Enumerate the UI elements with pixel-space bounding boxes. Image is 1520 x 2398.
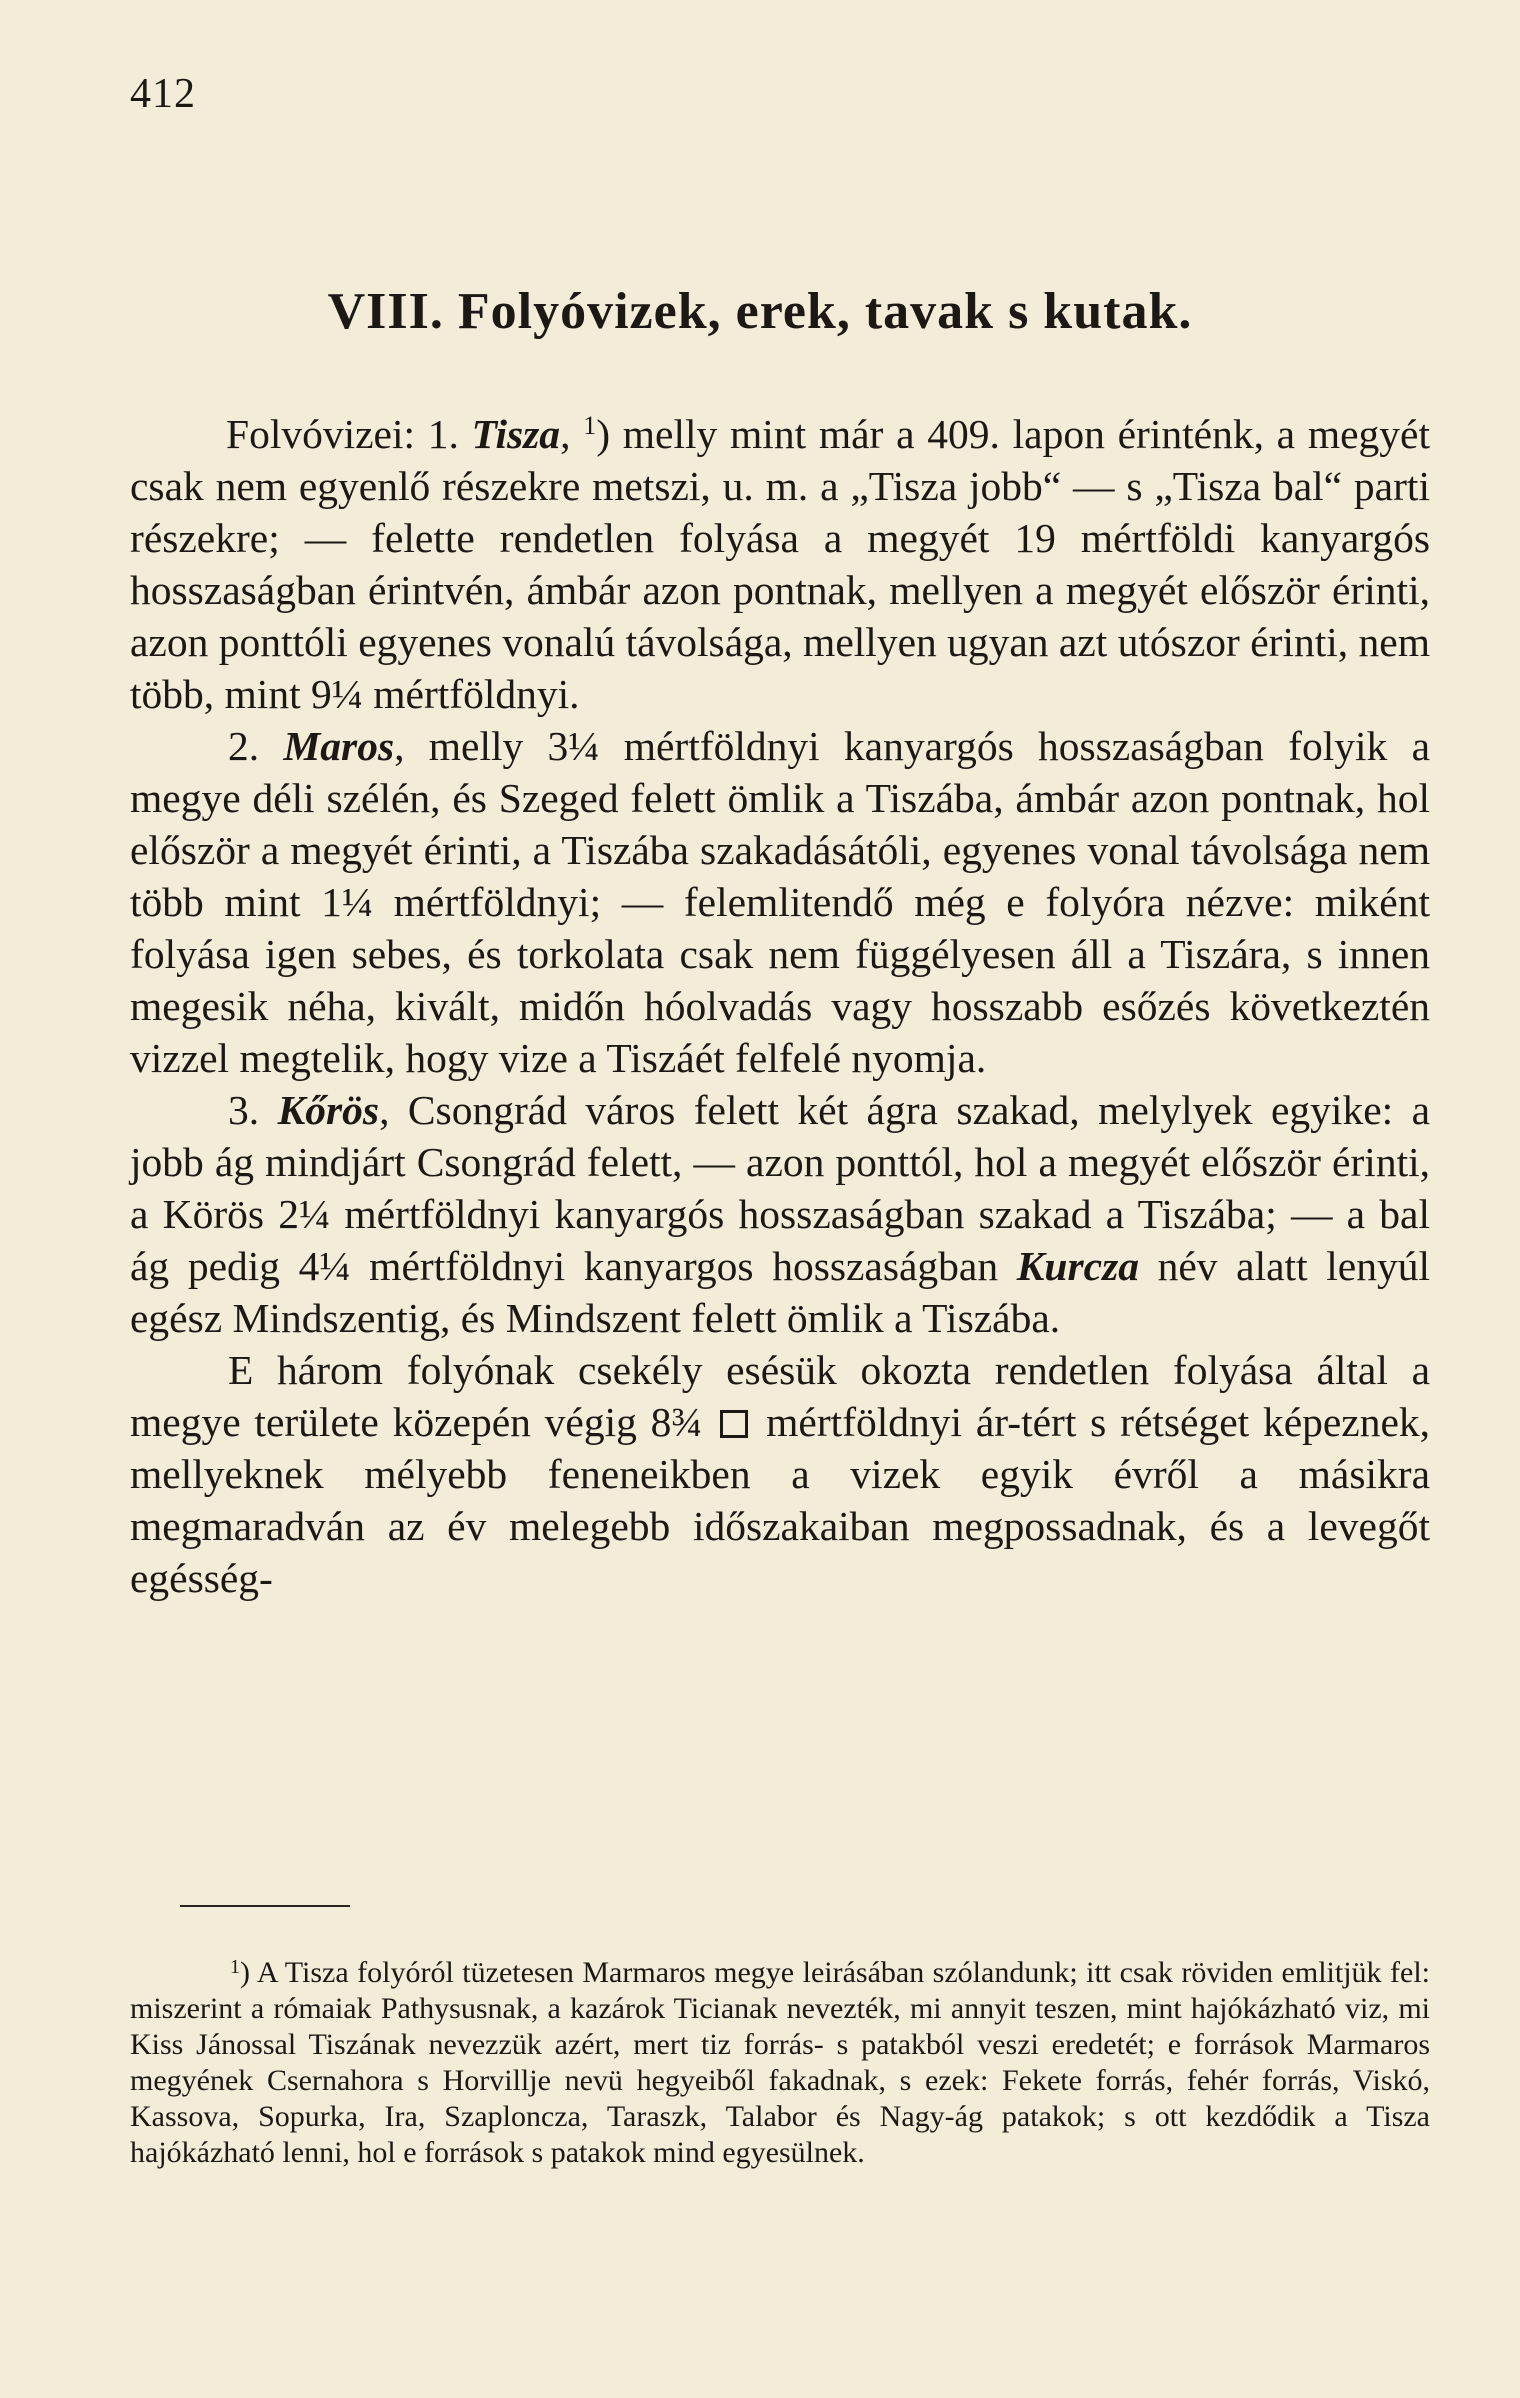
paragraph-maros <box>130 720 1430 1084</box>
footnote <box>130 1955 1430 2171</box>
footnote-marker: 1 <box>230 1956 240 1978</box>
page-number: 412 <box>130 71 196 117</box>
paragraph-tisza <box>130 408 1430 720</box>
footnote-paragraph <box>130 1955 1430 2171</box>
footnote-reference: 1 <box>583 411 597 440</box>
chapter-title: VIII. Folyóvizek, erek, tavak s kutak. <box>327 283 1193 340</box>
p1-comma: , <box>560 411 584 457</box>
paragraph-summary <box>130 1344 1430 1604</box>
p3-lead: 3. <box>228 1087 278 1133</box>
river-name-tisza: Tisza <box>471 411 561 457</box>
river-name-koros: Kőrös <box>277 1087 380 1133</box>
p1-lead: Folvóvizei: 1. <box>226 411 472 457</box>
paragraph-koros <box>130 1084 1430 1344</box>
p2-lead: 2. <box>228 723 284 769</box>
river-name-kurcza: Kurcza <box>1016 1243 1139 1289</box>
body-text <box>130 408 1430 1604</box>
p3-text-1: , Csongrád város felett két ágra szakad, melylyek egyike: a jobb ág mindjárt Csongrád felett, — azon ponttól, hol a megyét először érinti, a Körös 2¼ mértföldnyi kanyargós hosszaságban szakad a Tiszába; — a bal ág pedig 4¼ mértföldnyi kanyargos hosszaságban <box>130 1087 1431 1289</box>
p2-text: , melly 3¼ mértföldnyi kanyargós hosszaságban folyik a megye déli szélén, és Szeged felett ömlik a Tiszába, ámbár azon pontnak, hol először a megyét érinti, a Tiszába szakadásátóli, egyenes vonal távolsága nem több mint 1¼ mértföldnyi; — felemlitendő még e folyóra nézve: miként folyása igen sebes, és torkolata csak nem függélyesen áll a Tiszára, s innen megesik néha, kivált, midőn hóolvadás vagy hosszabb esőzés következtén vizzel megtelik, hogy vize a Tiszáét felfelé nyomja. <box>130 723 1430 1081</box>
p1-text: ) melly mint már a 409. lapon érinténk, a megyét csak nem egyenlő részekre metszi, u. m. a „Tisza jobb“ — s „Tisza bal“ parti részekre; — felette rendetlen folyása a megyét 19 mértföldi kanyargós hosszaságban érintvén, ámbár azon pontnak, mellyen a megyét először érinti, azon ponttóli egyenes vonalú távolsága, mellyen ugyan azt utószor érinti, nem több, mint 9¼ mértföldnyi. <box>130 411 1430 717</box>
p4-text-2: mértföldnyi ár-tért s rétséget képeznek, mellyeknek mélyebb feneneikben a vizek egyik évről a másikra megmaradván az év melegebb időszakaiban megpossadnak, és a levegőt egésség- <box>130 1399 1431 1601</box>
footnote-text: ) A Tisza folyóról tüzetesen Marmaros megye leirásában szólandunk; itt csak röviden emlitjük fel: miszerint a rómaiak Pathysusnak, a kazárok Ticianak nevezték, mi annyit teszen, mint hajókázható viz, mi Kiss Jánossal Tiszának nevezzük azért, mert tiz forrás- s patakból veszi eredetét; e források Marmaros megyének Csernahora s Horvillje nevü hegyeiből fakadnak, s ezek: Fekete forrás, fehér forrás, Viskó, Kassova, Sopurka, Ira, Szaploncza, Taraszk, Talabor és Nagy-ág patakok; s ott kezdődik a Tisza hajókázható lenni, hol e források s patakok mind egyesülnek. <box>130 1956 1430 2169</box>
footnote-divider <box>180 1905 350 1907</box>
square-unit-icon <box>720 1410 748 1438</box>
p4-text-1: E három folyónak csekély esésük okozta rendetlen folyása által a megye területe közepén végig 8¾ <box>130 1347 1430 1445</box>
p3-text-2: név alatt lenyúl egész Mindszentig, és Mindszent felett ömlik a Tiszába. <box>130 1243 1430 1341</box>
river-name-maros: Maros <box>283 723 395 769</box>
